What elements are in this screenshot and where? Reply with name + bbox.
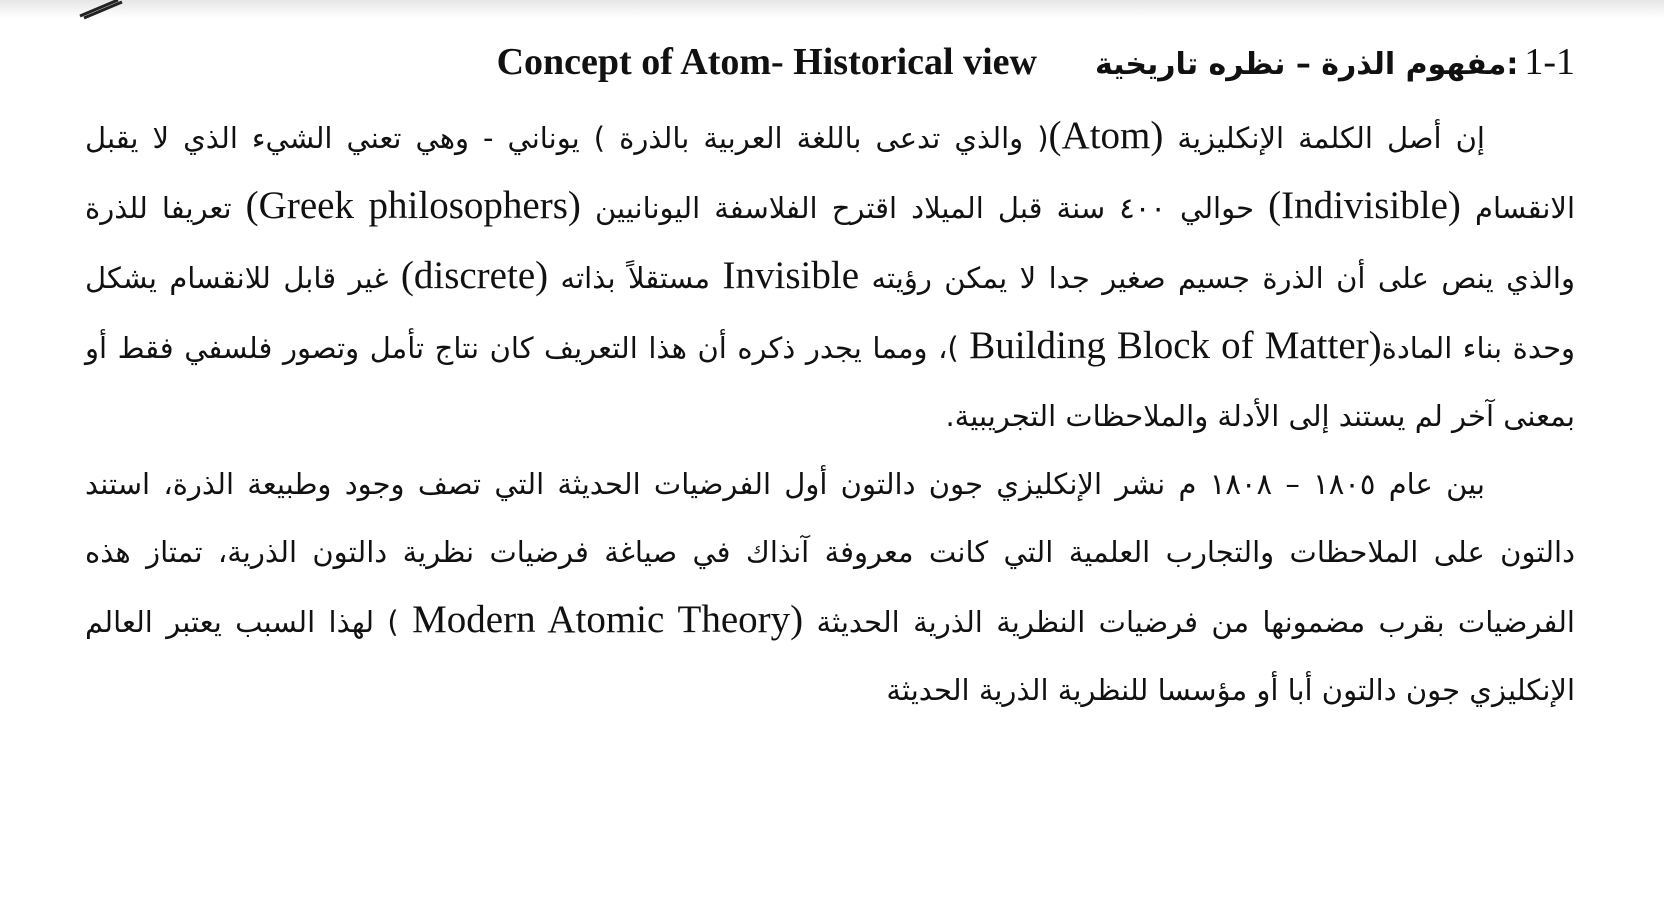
text-run: ( والذي تدعى باللغة العربية بالذرة ) يوناني - وهي تعني الشيء الذي لا يقبل الانقسام [85, 121, 1576, 225]
section-heading [85, 40, 1575, 96]
text-run: حوالي ٤٠٠ سنة قبل الميلاد اقترح الفلاسفة اليونانيين [580, 191, 1269, 225]
section-number: 1-1 [1524, 41, 1575, 83]
term-modern-atomic-theory: (Modern Atomic Theory [412, 598, 804, 641]
term-greek-philosophers: (Greek philosophers) [245, 184, 581, 227]
term-building-block: (Building Block of Matter [969, 324, 1382, 367]
text-run: مستقلاً بذاته [548, 261, 723, 295]
paragraph-dalton-theory [85, 450, 1575, 724]
pen-mark-icon [78, 0, 138, 20]
text-run: تعريفا للذرة والذي ينص على أن الذرة جسيم صغير جدا لا يمكن رؤيته [85, 191, 1575, 295]
text-run: )، ومما يجدر ذكره أن هذا التعريف كان نتاج تأمل وتصور فلسفي فقط أو بمعنى آخر لم يستند إلى الأدلة والملاحظات التجريبية. [85, 331, 1575, 433]
section-title-arabic: :مفهوم الذرة – نظره تاريخية [1094, 47, 1519, 82]
page-top-edge [0, 0, 1664, 18]
document-page [85, 40, 1575, 724]
text-run: غير قابل للانقسام يشكل وحدة بناء المادة [85, 261, 1575, 365]
text-run: ) لهذا السبب يعتبر العالم الإنكليزي جون دالتون أبا أو مؤسسا للنظرية الذرية الحديثة [85, 605, 1575, 707]
term-atom: (Atom) [1048, 114, 1164, 157]
paragraph-atom-definition [85, 102, 1575, 450]
term-indivisible: (Indivisible) [1268, 184, 1461, 227]
term-discrete: (discrete) [400, 254, 549, 297]
section-title-english: Concept of Atom- Historical view [496, 41, 1037, 83]
term-invisible: Invisible [722, 254, 860, 297]
text-run: إن أصل الكلمة الإنكليزية [1163, 121, 1485, 155]
text-run: بين عام ١٨٠٥ – ١٨٠٨ م نشر الإنكليزي جون دالتون أول الفرضيات الحديثة التي تصف وجود وطبيعة الذرة، استند دالتون على الملاحظات والتجارب العلمية التي كانت معروفة آنذاك في صياغة فرضيات نظرية دالتون الذرية، تمتاز هذه الفرضيات بقرب مضمونها من فرضيات النظرية الذرية الحديثة [85, 467, 1575, 639]
